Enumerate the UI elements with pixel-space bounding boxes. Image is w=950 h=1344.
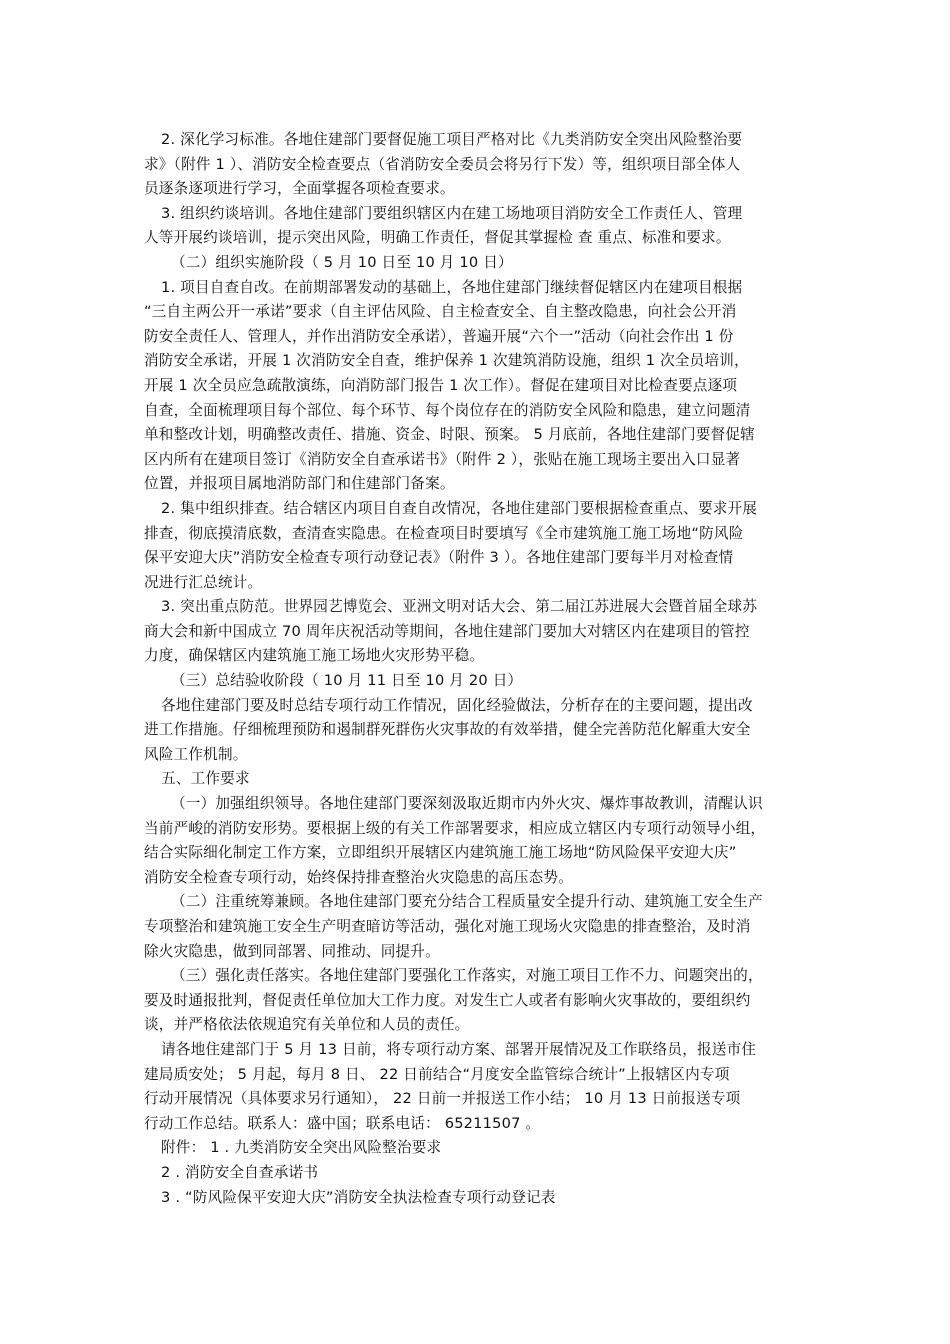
para-overall-planning <box>144 890 812 964</box>
text-line: 开展 1 次全员应急疏散演练，向消防部门报告 1 次工作）。督促在建项目对比检查要点逐项 <box>144 376 738 394</box>
text-line: 2 . 消防安全自查承诺书 <box>161 1163 319 1181</box>
para-deepen-study <box>144 128 812 202</box>
heading-work-requirements <box>144 767 812 792</box>
para-strengthen-leadership <box>144 792 812 890</box>
text-line: 风险工作机制。 <box>144 745 248 763</box>
text-line: 3. 突出重点防范。世界园艺博览会、亚洲文明对话大会、第二届江苏进展大会暨首届全球苏 <box>161 598 758 616</box>
text-line: 各地住建部门要及时总结专项行动工作情况，固化经验做法，分析存在的主要问题，提出改 <box>161 696 753 714</box>
text-line: 谈，并严格依法依规追究有关单位和人员的责任。 <box>144 1016 470 1034</box>
para-summary <box>144 694 812 768</box>
document-body <box>144 128 812 1210</box>
text-line: 况进行汇总统计。 <box>144 573 263 591</box>
para-self-inspection <box>144 276 812 497</box>
text-line: 排查，彻底摸清底数，查清查实隐患。在检查项目时要填写《全市建筑施工施工场地“防风险 <box>144 524 744 542</box>
text-line: （一）加强组织领导。各地住建部门要深刻汲取近期市内外火灾、爆炸事故教训，清醒认识 <box>171 795 763 813</box>
text-line: 保平安迎大庆”消防安全检查专项行动登记表》（附件 3 ）。各地住建部门要每半月对检查情 <box>144 549 734 567</box>
text-line: （二）注重统筹兼顾。各地住建部门要充分结合工程质量安全提升行动、建筑施工安全生产 <box>171 893 763 911</box>
text-line: 消防安全检查专项行动，始终保持排查整治火灾隐患的高压态势。 <box>144 868 574 886</box>
attachments <box>144 1136 812 1161</box>
text-line: 请各地住建部门于 5 月 13 日前，将专项行动方案、部署开展情况及工作联络员，报送市住 <box>161 1040 757 1058</box>
text-line: 自查，全面梳理项目每个部位、每个环节、每个岗位存在的消防安全风险和隐患，建立问题清 <box>144 401 751 419</box>
text-line: 3 . “防风险保平安迎大庆”消防安全执法检查专项行动登记表 <box>161 1188 556 1206</box>
text-line: 专项整治和建筑施工安全生产明查暗访等活动，强化对施工现场火灾隐患的排查整治，及时消 <box>144 918 751 935</box>
text-line: 力度，确保辖区内建筑施工施工场地火灾形势平稳。 <box>144 647 485 665</box>
text-line: 除火灾隐患，做到同部署、同推动、同提升。 <box>144 942 440 960</box>
text-line: 结合实际细化制定工作方案，立即组织开展辖区内建筑施工施工场地“防风险保平安迎大庆” <box>144 844 737 862</box>
attachment-3 <box>144 1186 812 1211</box>
text-line: 行动开展情况（具体要求另行通知）， 22 日前一并报送工作小结； 10 月 13 日前报送专项 <box>144 1090 741 1108</box>
text-line: 当前严峻的消防安形势。要根据上级的有关工作部署要求，相应成立辖区内专项行动领导小组， <box>144 819 766 837</box>
para-organize-training <box>144 202 812 251</box>
text-line: 要及时通报批判，督促责任单位加大工作力度。对发生亡人或者有影响火灾事故的，要组织约 <box>144 991 751 1009</box>
text-line: 员逐条逐项进行学习，全面掌握各项检查要求。 <box>144 180 455 198</box>
text-line: 商大会和新中国成立 70 周年庆祝活动等期间，各地住建部门要加大对辖区内在建项目的管控 <box>144 622 750 640</box>
text-line: 消防安全承诺，开展 1 次消防安全自查，维护保养 1 次建筑消防设施，组织 1 次全员培训， <box>144 352 749 370</box>
text-line: 人等开展约谈培训，提示突出风险，明确工作责任，督促其掌握检 查 重点、标准和要求。 <box>144 229 731 247</box>
text-line: 求》（附件 1 ）、消防安全检查要点（省消防安全委员会将另行下发）等，组织项目部全体人 <box>144 155 741 173</box>
text-line: 2. 集中组织排查。结合辖区内项目自查自改情况，各地住建部门要根据检查重点、要求开展 <box>161 499 758 517</box>
text-line: 五、工作要求 <box>161 770 250 788</box>
text-line: 进工作措施。仔细梳理预防和遏制群死群伤火灾事故的有效举措，健全完善防范化解重大安全 <box>144 721 751 739</box>
text-line: （三）总结验收阶段（ 10 月 11 日至 10 月 20 日） <box>171 672 523 690</box>
text-line: 区内所有在建项目签订《消防安全自查承诺书》（附件 2 ），张贴在施工现场主要出入口显著 <box>144 450 741 468</box>
text-line: 行动工作总结。联系人：盛中国；联系电话： 65211507 。 <box>144 1114 541 1132</box>
para-centralized-inspection <box>144 497 812 595</box>
text-line: 2. 深化学习标准。各地住建部门要督促施工项目严格对比《九类消防安全突出风险整治要 <box>161 131 743 148</box>
text-line: 单和整改计划，明确整改责任、措施、资金、时限、预案。 5 月底前，各地住建部门要督促辖 <box>144 426 755 444</box>
text-line: 防安全责任人、管理人，并作出消防安全承诺），普遍开展“六个一”活动（向社会作出 1 份 <box>144 327 734 345</box>
text-line: 建局质安处； 5 月起，每月 8 日、 22 日前结合“月度安全监管综合统计”上报辖区内专项 <box>144 1065 730 1083</box>
text-line: （三）强化责任落实。各地住建部门要强化工作落实，对施工项目工作不力、问题突出的， <box>171 967 763 985</box>
text-line: 3. 组织约谈培训。各地住建部门要组织辖区内在建工场地项目消防安全工作责任人、管理 <box>161 204 743 222</box>
text-line: 附件： 1 . 九类消防安全突出风险整治要求 <box>161 1139 442 1157</box>
heading-summary-stage <box>144 669 812 694</box>
para-reporting <box>144 1038 812 1136</box>
attachment-2 <box>144 1161 812 1186</box>
heading-implementation-stage <box>144 251 812 276</box>
text-line: “三自主两公开一承诺”要求（自主评估风险、自主检查安全、自主整改隐患，向社会公开消 <box>144 303 737 321</box>
text-line: （二）组织实施阶段（ 5 月 10 日至 10 月 10 日） <box>171 253 513 271</box>
para-responsibility <box>144 964 812 1038</box>
para-key-prevention <box>144 595 812 669</box>
text-line: 位置，并报项目属地消防部门和住建部门备案。 <box>144 475 455 493</box>
text-line: 1. 项目自查自改。在前期部署发动的基础上，各地住建部门继续督促辖区内在建项目根据 <box>161 278 743 296</box>
